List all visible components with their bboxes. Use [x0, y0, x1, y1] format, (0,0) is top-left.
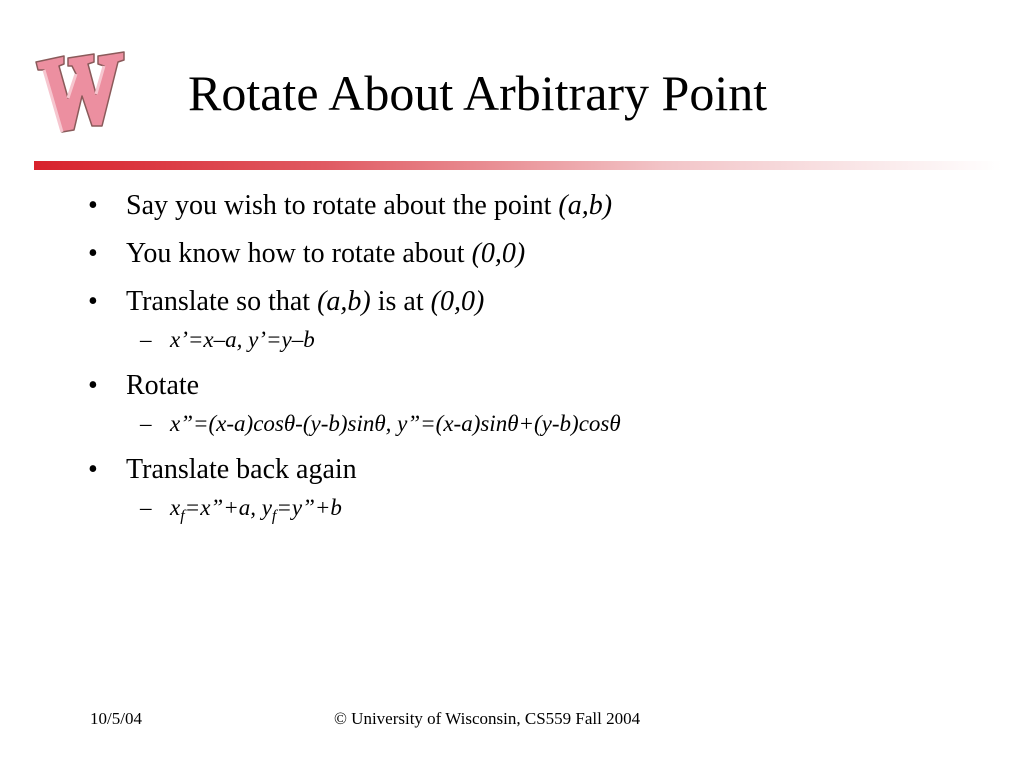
bullet-item: • Rotate: [88, 366, 988, 406]
wisconsin-w-logo-icon: [30, 40, 130, 140]
title-divider: [34, 161, 1002, 170]
sub-bullet-item: – x’=x–a, y’=y–b: [88, 324, 988, 356]
sub-bullet-item: – $x_f=x”+a$, $y_f=y”+b$: [88, 492, 988, 524]
bullet-icon: •: [88, 190, 98, 221]
bullet-item: • Say you wish to rotate about the point (a,b): [88, 186, 988, 226]
bullet-icon: •: [88, 238, 98, 269]
bullet-item: • Translate so that (a,b) is at (0,0): [88, 282, 988, 322]
bullet-icon: •: [88, 286, 98, 317]
dash-icon: –: [140, 327, 152, 352]
sub-bullet-item: – x”=(x-a)cosθ-(y-b)sinθ, y”=(x-a)sinθ+(y-b)cosθ: [88, 408, 988, 440]
dash-icon: –: [140, 495, 152, 520]
footer-copyright: © University of Wisconsin, CS559 Fall 2004: [334, 709, 641, 728]
bullet-item: • You know how to rotate about (0,0): [88, 234, 988, 274]
bullet-icon: •: [88, 370, 98, 401]
footer-date: 10/5/04: [90, 709, 142, 728]
slide-content: [88, 186, 988, 534]
bullet-item: • Translate back again: [88, 450, 988, 490]
bullet-icon: •: [88, 454, 98, 485]
dash-icon: –: [140, 411, 152, 436]
slide-title: Rotate About Arbitrary Point: [188, 65, 768, 121]
